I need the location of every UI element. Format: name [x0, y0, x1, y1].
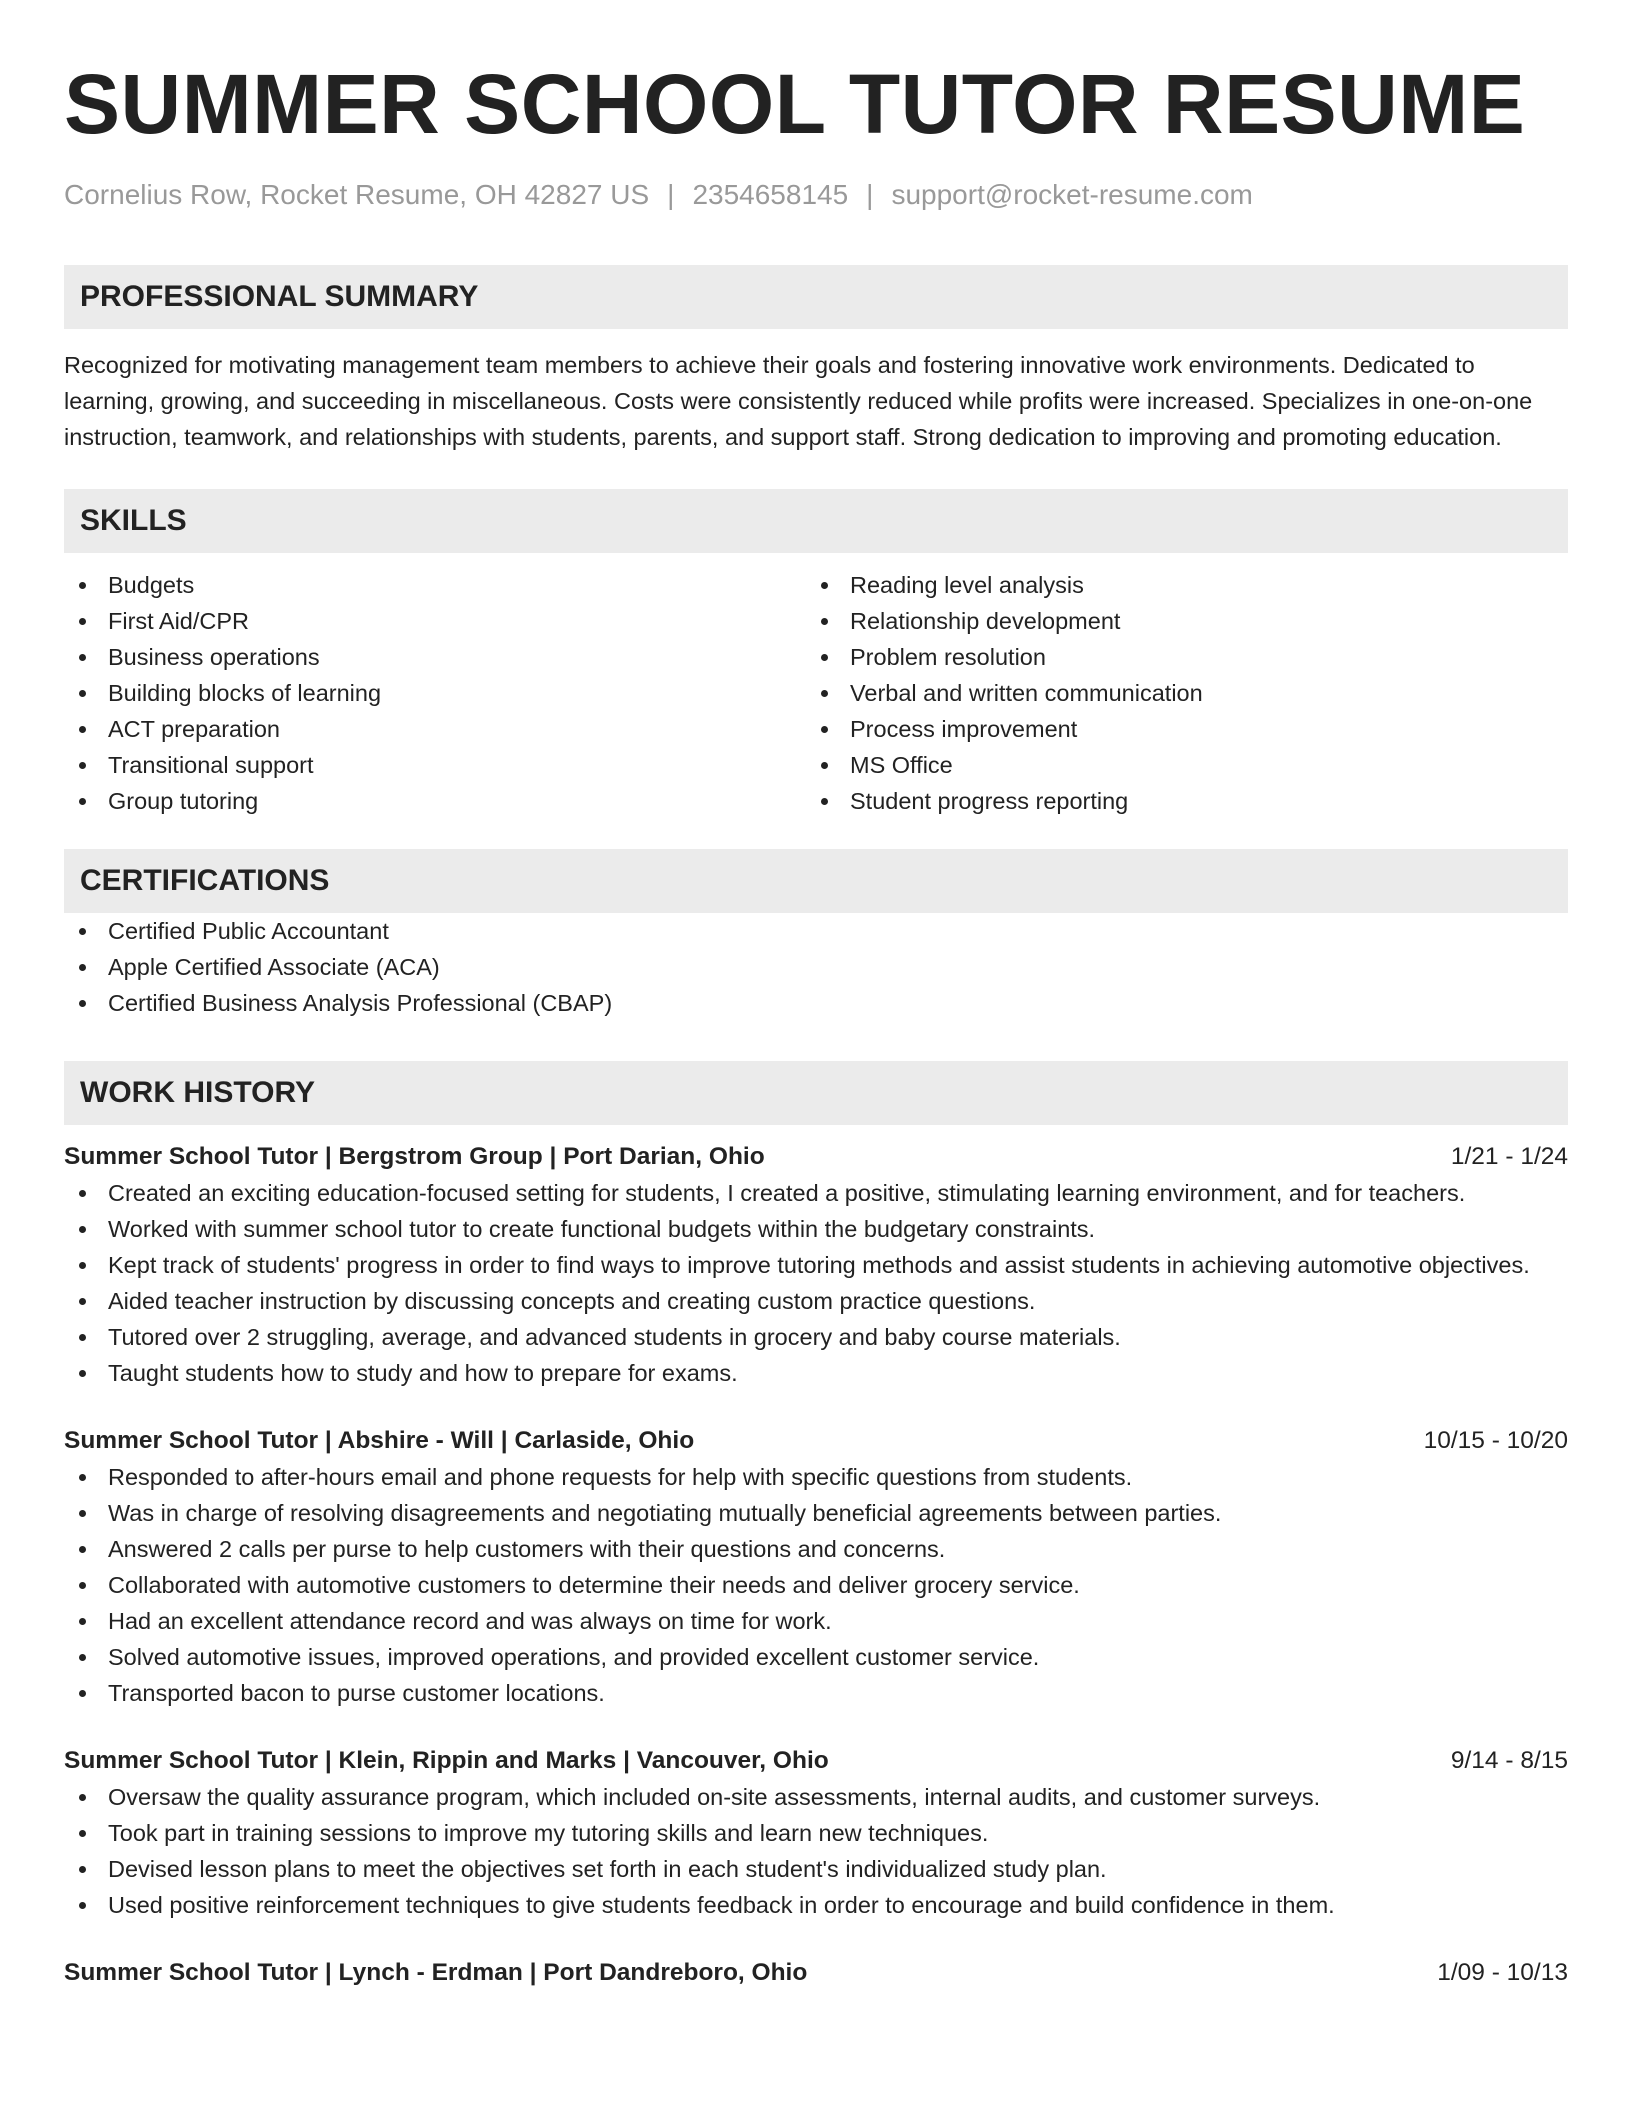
skill-item-text: Student progress reporting: [850, 788, 1129, 814]
job-bullet: [64, 1355, 1568, 1391]
job-bullet-text: Responded to after-hours email and phone requests for help with specific questions from students.: [108, 1464, 1133, 1490]
job-header: [64, 1139, 1568, 1175]
job-title: Summer School Tutor | Lynch - Erdman | Port Dandreboro, Ohio: [64, 1959, 808, 1986]
job-bullet-text: Oversaw the quality assurance program, which included on-site assessments, internal audits, and customer surveys.: [108, 1784, 1321, 1810]
bullet-dot-icon: [821, 798, 828, 805]
bullet-dot-icon: [79, 1618, 86, 1625]
job-bullet: [64, 1247, 1568, 1283]
bullet-dot-icon: [79, 1334, 86, 1341]
skills-grid: [64, 567, 1568, 819]
skill-item: [64, 675, 806, 711]
job-bullet: [64, 1175, 1568, 1211]
skill-item: [64, 639, 806, 675]
work-history-list: [64, 1139, 1568, 1991]
bullet-dot-icon: [79, 1510, 86, 1517]
certification-item-text: Certified Public Accountant: [108, 918, 389, 944]
job-bullet-text: Aided teacher instruction by discussing concepts and creating custom practice questions.: [108, 1288, 1036, 1314]
job-bullet: [64, 1675, 1568, 1711]
bullet-dot-icon: [821, 582, 828, 589]
skill-item-text: Process improvement: [850, 716, 1078, 742]
job-bullet: [64, 1211, 1568, 1247]
skills-list-left: [64, 567, 806, 819]
bullet-dot-icon: [79, 1866, 86, 1873]
bullet-dot-icon: [79, 1000, 86, 1007]
job-entry: [64, 1423, 1568, 1711]
bullet-dot-icon: [821, 726, 828, 733]
job-dates: 1/09 - 10/13: [1437, 1959, 1568, 1986]
skill-item: [806, 675, 1566, 711]
bullet-dot-icon: [79, 1474, 86, 1481]
bullet-dot-icon: [79, 690, 86, 697]
job-entry: [64, 1139, 1568, 1391]
job-bullet: [64, 1531, 1568, 1567]
job-bullet: [64, 1319, 1568, 1355]
job-bullet: [64, 1851, 1568, 1887]
job-bullets: [64, 1779, 1568, 1923]
job-header: [64, 1743, 1568, 1779]
job-bullet-text: Kept track of students' progress in order to find ways to improve tutoring methods and assist students in achieving automotive objectives.: [108, 1252, 1530, 1278]
certifications-list: [64, 913, 1568, 1021]
job-bullet-text: Used positive reinforcement techniques to give students feedback in order to encourage and build confidence in them.: [108, 1892, 1335, 1918]
job-bullet-text: Had an excellent attendance record and was always on time for work.: [108, 1608, 832, 1634]
bullet-dot-icon: [79, 798, 86, 805]
skill-item: [806, 603, 1566, 639]
section-header-work-history: WORK HISTORY: [64, 1061, 1568, 1125]
section-header-skills: SKILLS: [64, 489, 1568, 553]
skill-item-text: Group tutoring: [108, 788, 259, 814]
job-bullet: [64, 1603, 1568, 1639]
skills-list-right: [806, 567, 1566, 819]
skill-item: [64, 603, 806, 639]
contact-separator: |: [667, 179, 675, 210]
skill-item: [806, 711, 1566, 747]
bullet-dot-icon: [821, 654, 828, 661]
skill-item-text: Building blocks of learning: [108, 680, 382, 706]
skill-item-text: Reading level analysis: [850, 572, 1084, 598]
job-header: [64, 1955, 1568, 1991]
job-bullet-text: Collaborated with automotive customers to determine their needs and deliver grocery service.: [108, 1572, 1080, 1598]
bullet-dot-icon: [821, 690, 828, 697]
job-entry: [64, 1743, 1568, 1923]
job-bullet-text: Taught students how to study and how to prepare for exams.: [108, 1360, 738, 1386]
job-header: [64, 1423, 1568, 1459]
skill-item-text: Verbal and written communication: [850, 680, 1203, 706]
section-header-certifications: CERTIFICATIONS: [64, 849, 1568, 913]
job-bullet: [64, 1887, 1568, 1923]
job-title: Summer School Tutor | Klein, Rippin and Marks | Vancouver, Ohio: [64, 1747, 829, 1774]
bullet-dot-icon: [79, 1298, 86, 1305]
job-title: Summer School Tutor | Bergstrom Group | Port Darian, Ohio: [64, 1143, 765, 1170]
job-title: Summer School Tutor | Abshire - Will | Carlaside, Ohio: [64, 1427, 695, 1454]
job-bullet: [64, 1495, 1568, 1531]
skill-item: [806, 783, 1566, 819]
bullet-dot-icon: [79, 762, 86, 769]
skill-item: [806, 639, 1566, 675]
skill-item: [64, 567, 806, 603]
job-bullets: [64, 1459, 1568, 1711]
job-bullet: [64, 1639, 1568, 1675]
job-bullet: [64, 1567, 1568, 1603]
skill-item: [64, 747, 806, 783]
section-header-summary: PROFESSIONAL SUMMARY: [64, 265, 1568, 329]
job-bullet-text: Devised lesson plans to meet the objectives set forth in each student's individualized study plan.: [108, 1856, 1107, 1882]
skill-item: [806, 747, 1566, 783]
skill-item-text: Problem resolution: [850, 644, 1046, 670]
contact-phone: 2354658145: [692, 179, 849, 210]
contact-separator: |: [866, 179, 874, 210]
bullet-dot-icon: [79, 654, 86, 661]
job-bullet: [64, 1283, 1568, 1319]
bullet-dot-icon: [79, 1582, 86, 1589]
bullet-dot-icon: [79, 1654, 86, 1661]
job-bullet: [64, 1815, 1568, 1851]
summary-text: Recognized for motivating management team members to achieve their goals and fostering innovative work environments. Dedicated to learning, growing, and succeeding in miscellaneous. Costs were consistently reduced while profits were increased. Specializes in one-on-one instruction, teamwork, and relationships with students, parents, and support staff. Strong dedication to improving and promoting education.: [64, 352, 1533, 450]
bullet-dot-icon: [79, 1546, 86, 1553]
job-dates: 9/14 - 8/15: [1450, 1747, 1568, 1774]
bullet-dot-icon: [821, 618, 828, 625]
contact-line: [64, 178, 1568, 212]
bullet-dot-icon: [79, 1190, 86, 1197]
skill-item-text: Business operations: [108, 644, 320, 670]
certification-item-text: Apple Certified Associate (ACA): [108, 954, 440, 980]
skill-item-text: ACT preparation: [108, 716, 280, 742]
job-bullet-text: Created an exciting education-focused setting for students, I created a positive, stimulating learning environment, and for teachers.: [108, 1180, 1466, 1206]
job-entry: [64, 1955, 1568, 1991]
certification-item: [64, 985, 1568, 1021]
resume-title: SUMMER SCHOOL TUTOR RESUME: [64, 57, 1526, 151]
bullet-dot-icon: [79, 1902, 86, 1909]
certification-item: [64, 949, 1568, 985]
certification-item: [64, 913, 1568, 949]
certification-item-text: Certified Business Analysis Professional (CBAP): [108, 990, 613, 1016]
job-bullet-text: Was in charge of resolving disagreements and negotiating mutually beneficial agreements between parties.: [108, 1500, 1222, 1526]
skill-item: [64, 783, 806, 819]
bullet-dot-icon: [79, 1794, 86, 1801]
skill-item: [64, 711, 806, 747]
job-bullet-text: Transported bacon to purse customer locations.: [108, 1680, 605, 1706]
job-bullet-text: Took part in training sessions to improve my tutoring skills and learn new techniques.: [108, 1820, 989, 1846]
bullet-dot-icon: [79, 1262, 86, 1269]
skill-item-text: Relationship development: [850, 608, 1121, 634]
bullet-dot-icon: [821, 762, 828, 769]
job-bullet: [64, 1459, 1568, 1495]
skill-item-text: First Aid/CPR: [108, 608, 250, 634]
job-bullets: [64, 1175, 1568, 1391]
bullet-dot-icon: [79, 964, 86, 971]
job-bullet-text: Worked with summer school tutor to create functional budgets within the budgetary constraints.: [108, 1216, 1096, 1242]
bullet-dot-icon: [79, 1226, 86, 1233]
job-dates: 1/21 - 1/24: [1450, 1143, 1568, 1170]
bullet-dot-icon: [79, 618, 86, 625]
bullet-dot-icon: [79, 726, 86, 733]
skill-item-text: MS Office: [850, 752, 953, 778]
job-bullet-text: Tutored over 2 struggling, average, and advanced students in grocery and baby course materials.: [108, 1324, 1121, 1350]
bullet-dot-icon: [79, 1830, 86, 1837]
bullet-dot-icon: [79, 582, 86, 589]
skill-item: [806, 567, 1566, 603]
skill-item-text: Transitional support: [108, 752, 314, 778]
bullet-dot-icon: [79, 1370, 86, 1377]
contact-email[interactable]: support@rocket-resume.com: [891, 179, 1253, 210]
bullet-dot-icon: [79, 1690, 86, 1697]
job-dates: 10/15 - 10/20: [1423, 1427, 1568, 1454]
job-bullet-text: Solved automotive issues, improved operations, and provided excellent customer service.: [108, 1644, 1040, 1670]
contact-address: Cornelius Row, Rocket Resume, OH 42827 US: [64, 179, 650, 210]
bullet-dot-icon: [79, 928, 86, 935]
skill-item-text: Budgets: [108, 572, 195, 598]
job-bullet: [64, 1779, 1568, 1815]
job-bullet-text: Answered 2 calls per purse to help customers with their questions and concerns.: [108, 1536, 946, 1562]
